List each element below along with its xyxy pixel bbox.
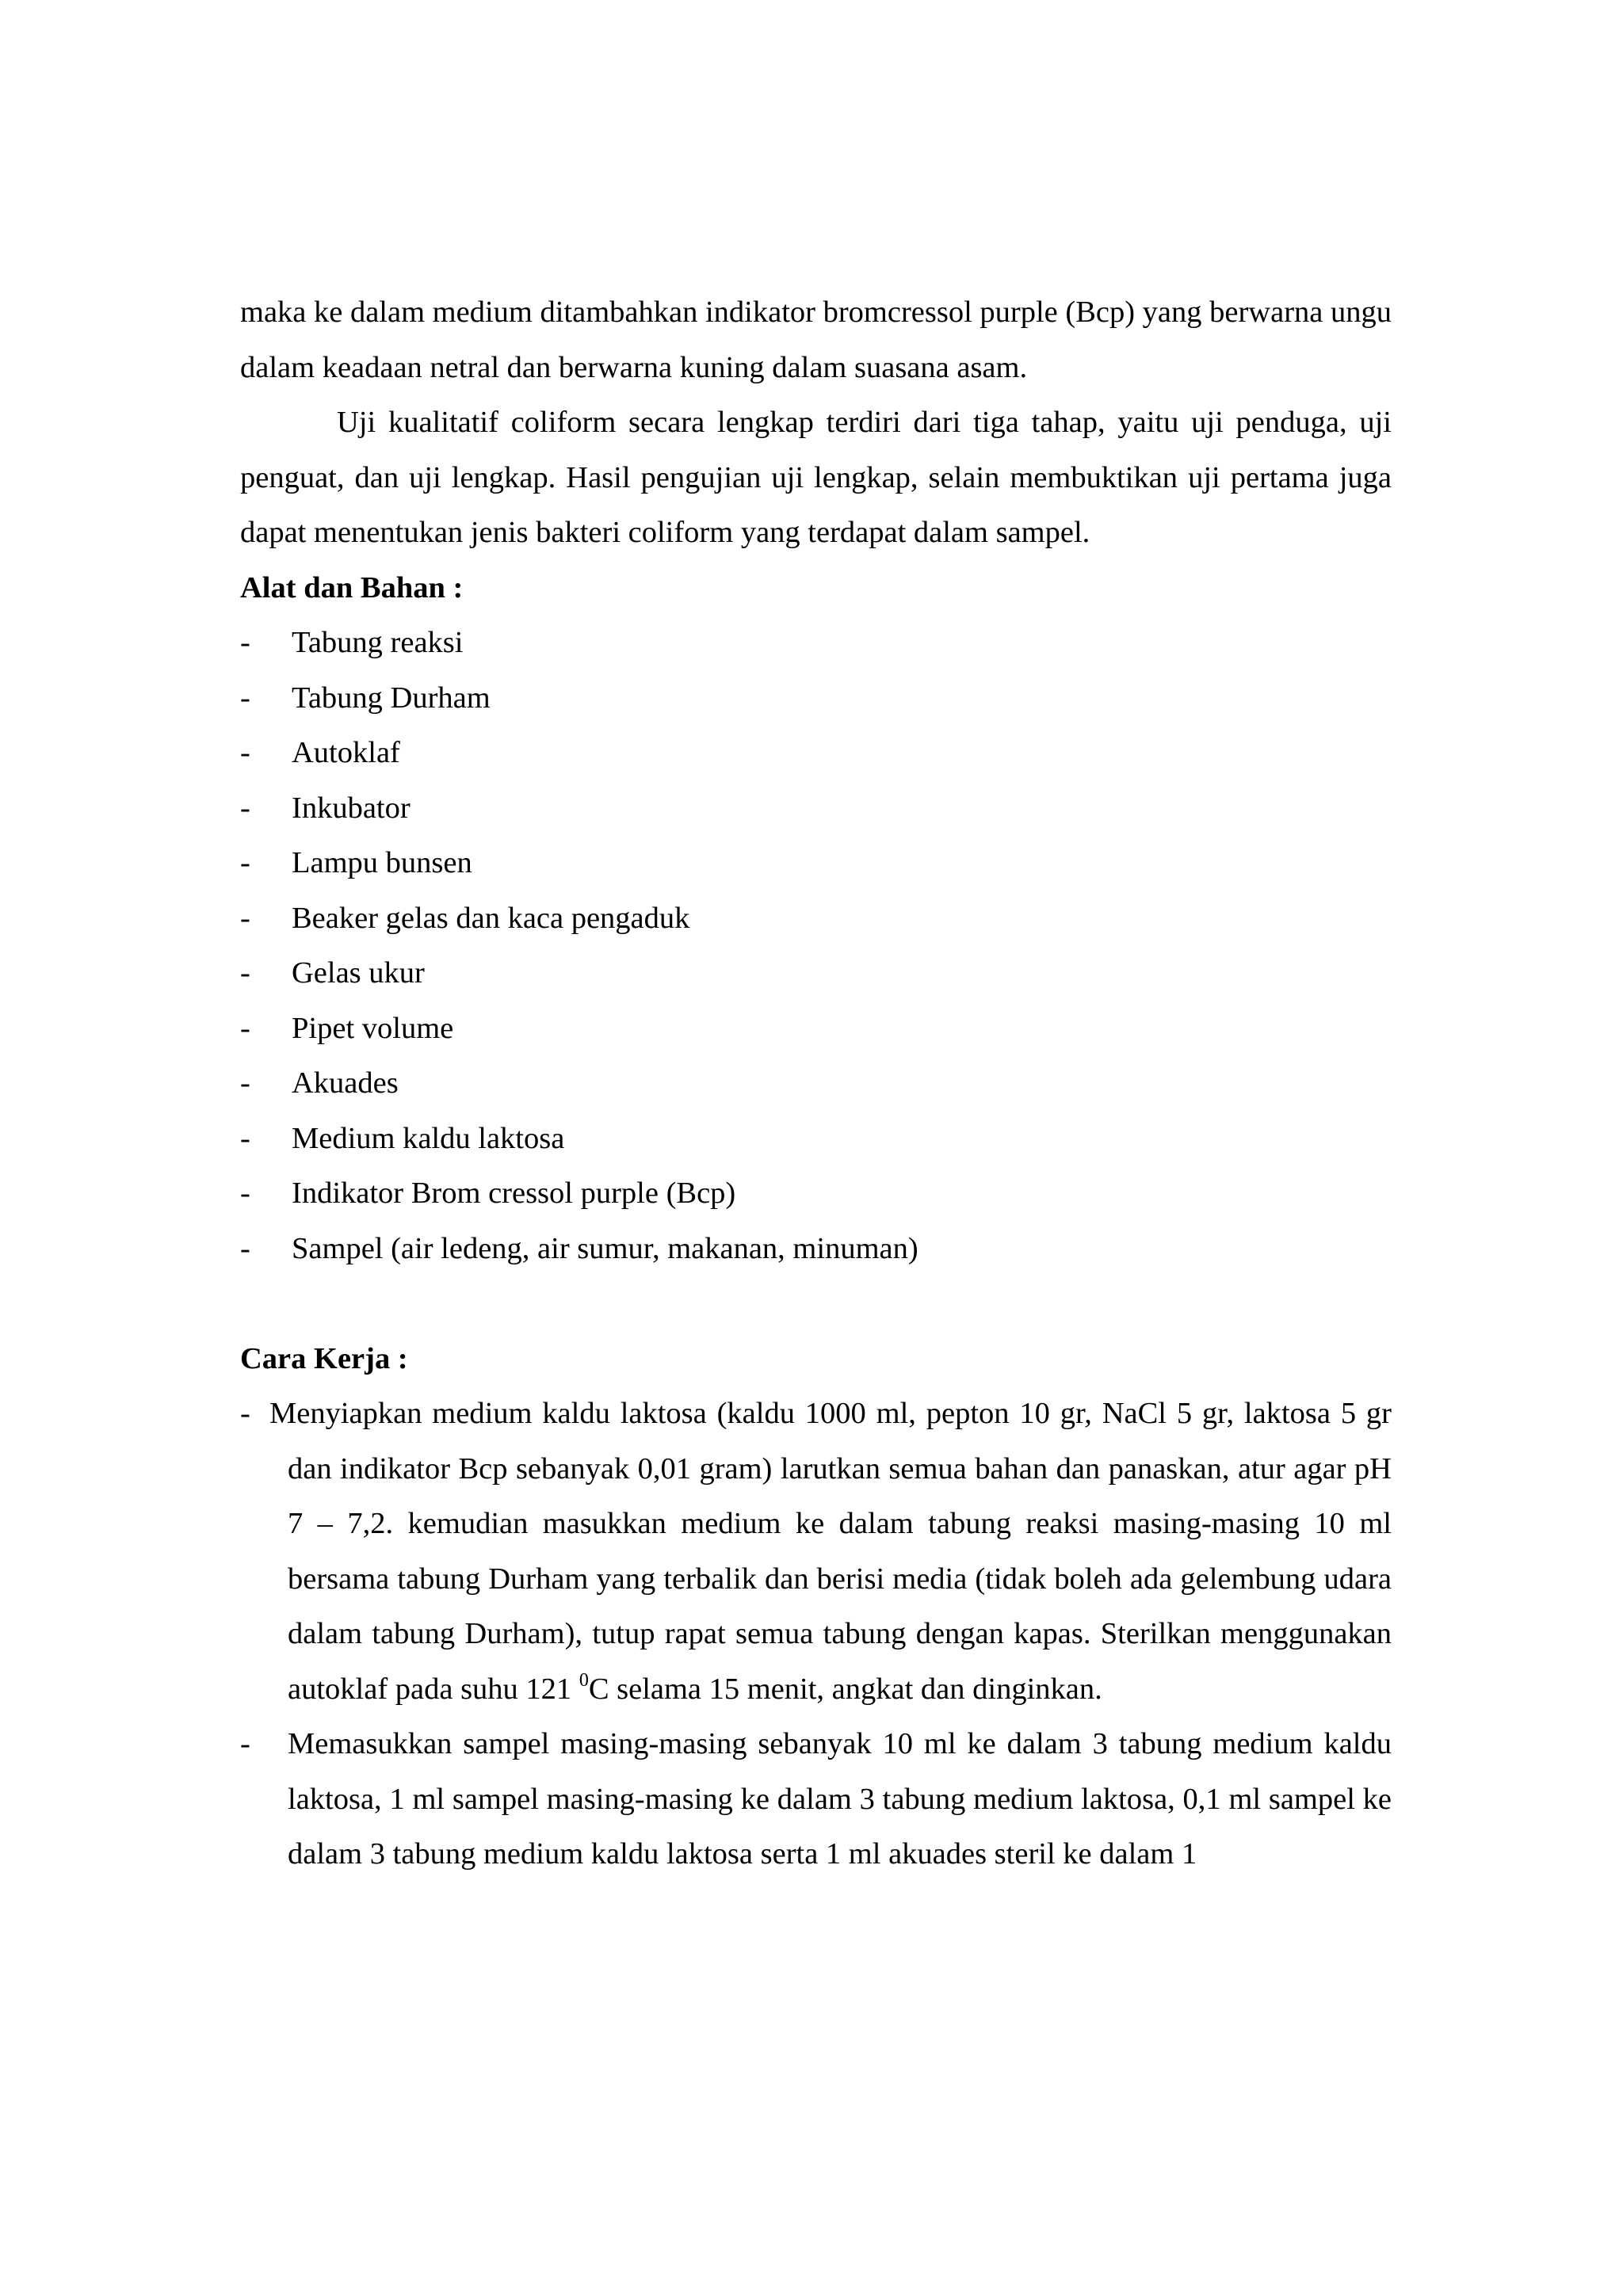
list-dash: - bbox=[240, 846, 250, 879]
materials-list bbox=[240, 616, 1392, 1276]
list-item-text: Tabung reaksi bbox=[292, 626, 464, 659]
materials-heading: Alat dan Bahan : bbox=[240, 570, 464, 605]
list-item-text: Sampel (air ledeng, air sumur, makanan, minuman) bbox=[292, 1231, 918, 1265]
list-item bbox=[240, 1056, 1392, 1112]
intro-paragraph-1: maka ke dalam medium ditambahkan indikator bromcressol purple (Bcp) yang berwarna ungu dalam keadaan netral dan berwarna kuning dalam suasana asam. bbox=[240, 296, 1392, 384]
list-item bbox=[240, 781, 1392, 837]
procedure-step-2 bbox=[240, 1717, 1392, 1882]
list-item bbox=[240, 1001, 1392, 1057]
list-item-text: Akuades bbox=[292, 1066, 399, 1100]
list-item bbox=[240, 616, 1392, 671]
list-dash: - bbox=[240, 1066, 250, 1100]
list-item-text: Tabung Durham bbox=[292, 681, 491, 715]
list-dash: - bbox=[240, 736, 250, 769]
list-item-text: Lampu bunsen bbox=[292, 846, 472, 879]
procedure-step-1 bbox=[240, 1386, 1392, 1717]
list-item bbox=[240, 671, 1392, 727]
procedure-heading: Cara Kerja : bbox=[240, 1341, 408, 1375]
list-dash: - bbox=[240, 626, 250, 659]
list-item bbox=[240, 1166, 1392, 1222]
list-item-text: Gelas ukur bbox=[292, 956, 425, 990]
procedure-step-1-text: Menyiapkan medium kaldu laktosa (kaldu 1000 ml, pepton 10 gr, NaCl 5 gr, laktosa 5 gr dan indikator Bcp sebanyak 0,01 gram) larutkan semua bahan dan panaskan, atur agar pH 7 – 7,2. kemudian masukkan medium ke dalam tabung reaksi masing-masing 10 ml bersama tabung Durham yang terbalik dan berisi media (tidak boleh ada gelembung udara dalam tabung Durham), tutup rapat semua tabung dengan kapas. Sterilkan menggunakan autoklaf pada suhu 121 bbox=[269, 1397, 1392, 1706]
list-dash: - bbox=[240, 1177, 250, 1210]
list-item bbox=[240, 726, 1392, 781]
list-item-text: Medium kaldu laktosa bbox=[292, 1121, 565, 1155]
list-item-text: Inkubator bbox=[292, 791, 411, 825]
list-dash: - bbox=[240, 791, 250, 825]
list-dash: - bbox=[240, 1121, 250, 1155]
list-dash: - bbox=[240, 681, 250, 715]
list-dash: - bbox=[240, 956, 250, 990]
intro-paragraph-2: Uji kualitatif coliform secara lengkap terdiri dari tiga tahap, yaitu uji penduga, uji penguat, dan uji lengkap. Hasil pengujian uji lengkap, selain membuktikan uji pertama juga dapat menentukan jenis bakteri coliform yang terdapat dalam sampel. bbox=[240, 406, 1392, 549]
procedure-step-1-text-end: C selama 15 menit, angkat dan dinginkan. bbox=[588, 1672, 1102, 1706]
list-item-text: Pipet volume bbox=[292, 1011, 454, 1045]
list-dash: - bbox=[240, 1727, 250, 1760]
list-dash: - bbox=[240, 1231, 250, 1265]
temperature-superscript: 0 bbox=[579, 1669, 589, 1691]
list-item bbox=[240, 836, 1392, 891]
document-body bbox=[240, 285, 1392, 1882]
list-dash: - bbox=[240, 901, 250, 935]
list-item-text: Autoklaf bbox=[292, 736, 400, 769]
list-item-text: Indikator Brom cressol purple (Bcp) bbox=[292, 1177, 736, 1210]
list-item bbox=[240, 946, 1392, 1001]
section-spacer bbox=[240, 1276, 1392, 1332]
list-dash: - bbox=[240, 1397, 250, 1430]
procedure-step-2-text: Memasukkan sampel masing-masing sebanyak 10 ml ke dalam 3 tabung medium kaldu laktosa, 1 ml sampel masing-masing ke dalam 3 tabung medium laktosa, 0,1 ml sampel ke dalam 3 tabung medium kaldu laktosa serta 1 ml akuades steril ke dalam 1 bbox=[288, 1727, 1392, 1871]
list-item bbox=[240, 1112, 1392, 1167]
procedure-list bbox=[240, 1386, 1392, 1882]
list-item bbox=[240, 1222, 1392, 1277]
list-item bbox=[240, 891, 1392, 947]
list-item-text: Beaker gelas dan kaca pengaduk bbox=[292, 901, 690, 935]
list-dash: - bbox=[240, 1011, 250, 1045]
